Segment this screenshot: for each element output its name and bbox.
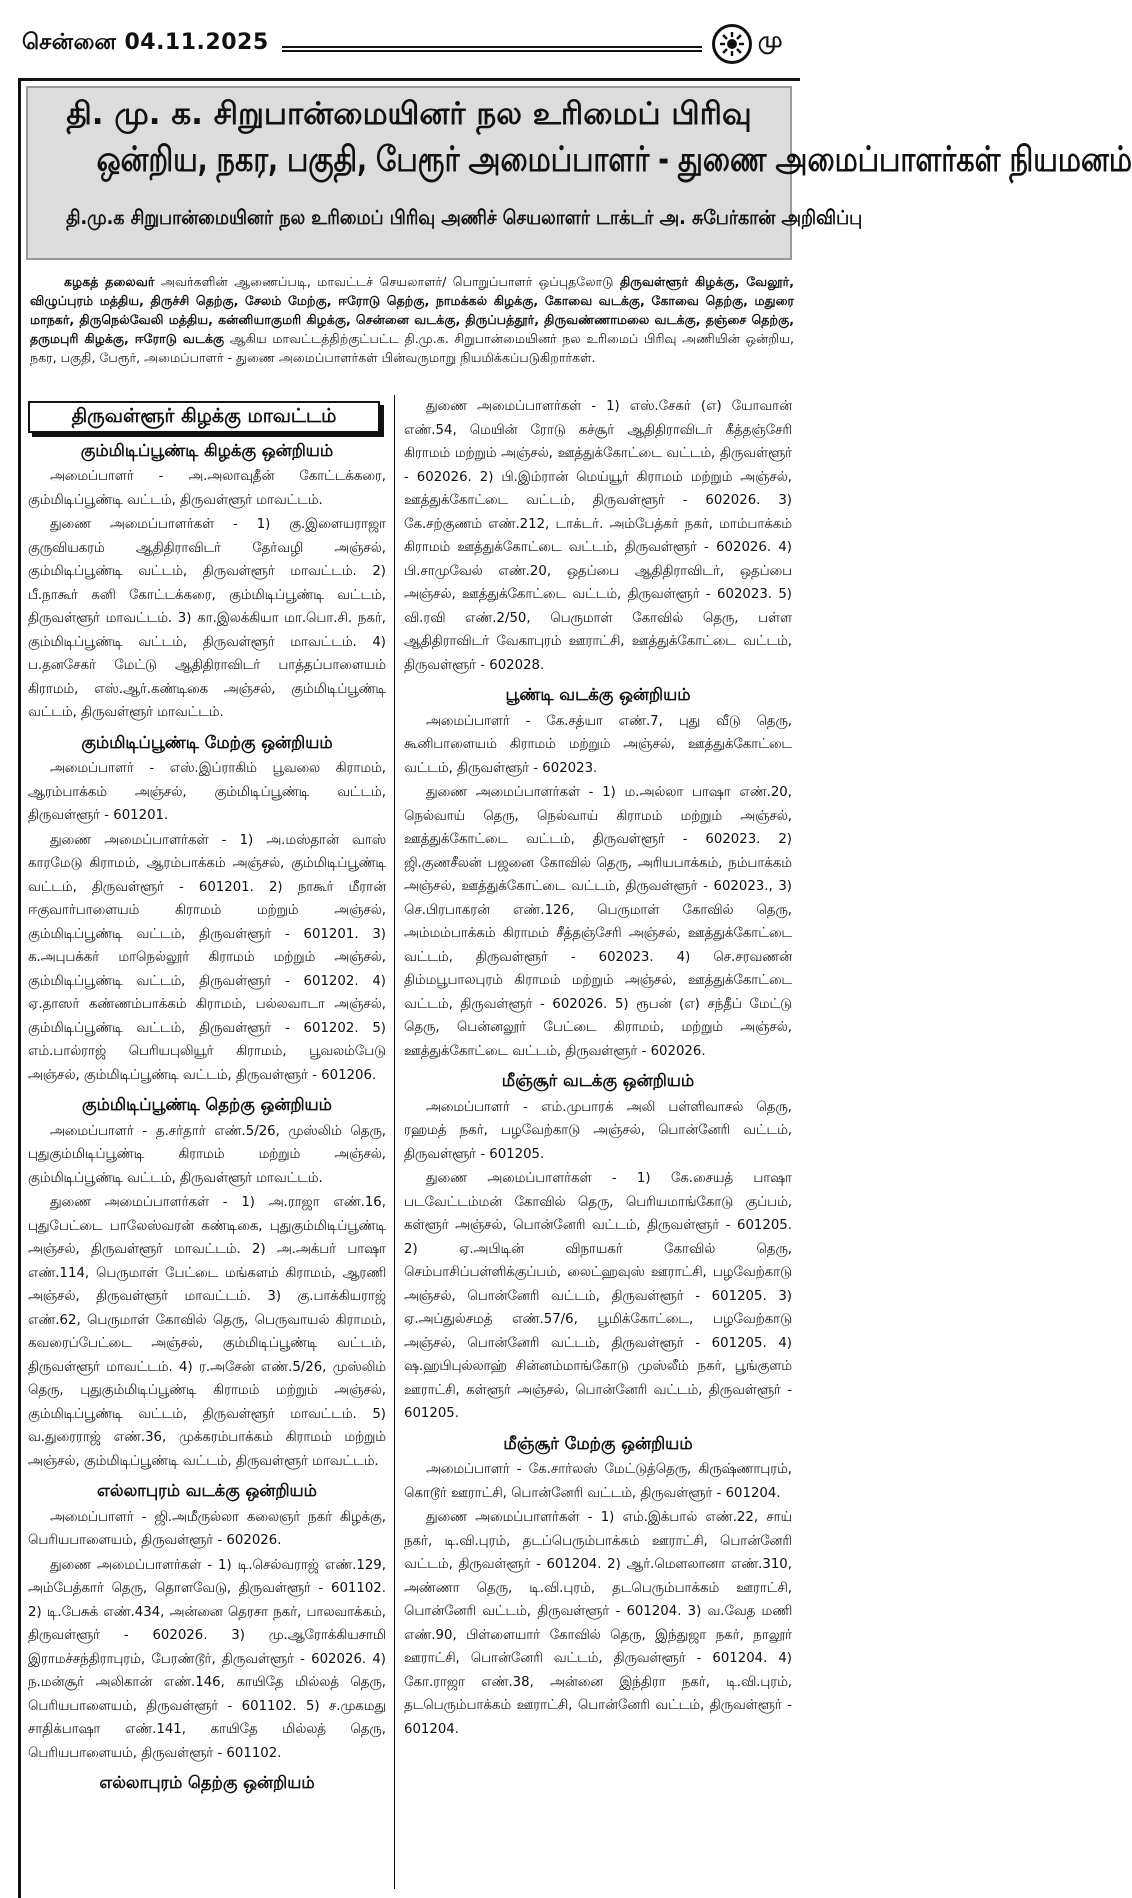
intro-lead: கழகத் தலைவர் (64, 274, 155, 289)
union-heading: கும்மிடிப்பூண்டி தெற்கு ஒன்றியம் (82, 1095, 332, 1114)
union-heading: எல்லாபுரம் தெற்கு ஒன்றியம் (99, 1773, 315, 1792)
column-divider (394, 395, 395, 1889)
deputies-paragraph: துணை அமைப்பாளர்கள் - 1) அ.ராஜா எண்.16, புதுபேட்டை பாலேஸ்வரன் கண்டிகை, புதுகும்மிடிப்பூண்டி அஞ்சல், திருவள்ளூர் மாவட்டம். 2) அ.அக்பர் பாஷா எண்.114, பெருமாள் பேட்டை மங்களம் கிராமம், ஆரணி அஞ்சல், திருவள்ளூர் மாவட்டம். 3) கு.பாக்கியராஜ் எண்.62, பெருமாள் கோவில் தெரு, பெருவாயல் கிராமம், கவரைப்பேட்டை அஞ்சல், கும்மிடிப்பூண்டி வட்டம், திருவள்ளூர் மாவட்டம். 4) ர.அசேன் எண்.5/26, முஸ்லிம் தெரு, புதுகும்மிடிப்பூண்டி கிராமம் மற்றும் அஞ்சல், கும்மிடிப்பூண்டி வட்டம், திருவள்ளூர் மாவட்டம். 5) வ.துரைராஜ் எண்.36, முக்கரம்பாக்கம் கிராமம் மற்றும் அஞ்சல், கும்மிடிப்பூண்டி வட்டம், திருவள்ளூர் மாவட்டம். (28, 1195, 386, 1469)
deputies-paragraph: துணை அமைப்பாளர்கள் - 1) எம்.இக்பால் எண்.22, சாய் நகர், டி.வி.புரம், தடப்பெரும்பாக்கம் ஊராட்சி, பொன்னேரி வட்டம், திருவள்ளூர் - 601204. 2) ஆர்.மௌலானா எண்.310, அண்ணா தெரு, டி.வி.புரம், தடபெரும்பாக்கம் ஊராட்சி, பொன்னேரி வட்டம், திருவள்ளூர் - 601204. 3) வ.வேத மணி எண்.90, பிள்ளையார் கோவில் தெரு, இந்துஜா நகர், நாலூர் ஊராட்சி, பொன்னேரி வட்டம், திருவள்ளூர் - 601204. 4) கோ.ராஜா எண்.38, அன்னை இந்திரா நகர், டி.வி.புரம், தடபெரும்பாக்கம் ஊராட்சி, பொன்னேரி வட்டம், திருவள்ளூர் - 601204. (404, 1510, 792, 1737)
party-emblem-icon (712, 24, 752, 64)
headline-announcement: தி.மு.க சிறுபான்மையினர் நல உரிமைப் பிரிவு அணிச் செயலாளர் டாக்டர் அ. சுபேர்கான் அறிவிப்பு (66, 206, 863, 229)
intro-text-1: அவர்களின் ஆணைப்படி, மாவட்டச் செயலாளர்/ பொறுப்பாளர் ஒப்புதலோடு (154, 274, 620, 289)
organizer-paragraph: அமைப்பாளர் - எஸ்.இப்ராகிம் பூவலை கிராமம், ஆரம்பாக்கம் அஞ்சல், கும்மிடிப்பூண்டி வட்டம், திருவள்ளூர் - 601201. (28, 761, 386, 823)
organizer-paragraph: அமைப்பாளர் - ஜி.அமீருல்லா கலைஞர் நகர் கிழக்கு, பெரியபாளையம், திருவள்ளூர் - 602026. (28, 1509, 386, 1548)
masthead-date: சென்னை 04.11.2025 (22, 30, 269, 55)
intro-text-2: ஆகிய மாவட்டத்திற்குட்பட்ட தி.மு.க. சிறுபான்மையினர் நல உரிமைப் பிரிவு அணியின் ஒன்றிய, நகர, பகுதி, பேரூர், அமைப்பாளர் - துணை அமைப்பாளர்கள் பின்வருமாறு நியமிக்கப்படுகிறார்கள். (30, 331, 795, 365)
union-heading: பூண்டி வடக்கு ஒன்றியம் (505, 685, 691, 704)
headline-title: தி. மு. க. சிறுபான்மையினர் நல உரிமைப் பிரிவு (66, 96, 752, 132)
organizer-paragraph: அமைப்பாளர் - அ.அலாவுதீன் கோட்டக்கரை, கும்மிடிப்பூண்டி வட்டம், திருவள்ளூர் மாவட்டம். (28, 469, 386, 508)
intro-districts: திருவள்ளூர் கிழக்கு, வேலூர், விழுப்புரம் மத்திய, திருச்சி தெற்கு, சேலம் மேற்கு, ஈரோடு தெற்கு, நாமக்கல் கிழக்கு, கோவை வடக்கு, கோவை தெற்கு, மதுரை மாநகர், திருநெல்வேலி மத்திய, கன்னியாகுமரி கிழக்கு, சென்னை வடக்கு, திருப்பத்தூர், திருவண்ணாமலை வடக்கு, தஞ்சை தெற்கு, தருமபுரி கிழக்கு, ஈரோடு வடக்கு (30, 274, 794, 346)
deputies-paragraph: துணை அமைப்பாளர்கள் - 1) கே.சையத் பாஷா படவேட்டம்மன் கோவில் தெரு, பெரியமாங்கோடு குப்பம், கள்ளூர் அஞ்சல், பொன்னேரி வட்டம், திருவள்ளூர் - 601205. 2) ஏ.அபிடின் விநாயகர் கோவில் தெரு, செம்பாசிப்பள்ளிக்குப்பம், லைட்ஹவுஸ் ஊராட்சி, பழவேற்காடு அஞ்சல், பொன்னேரி வட்டம், திருவள்ளூர் - 601205. 3) ஏ.அப்துல்சமத் எண்.57/6, பூமிக்கோட்டை, பழவேற்காடு அஞ்சல், பொன்னேரி வட்டம், திருவள்ளூர் - 601205. 4) ஷ.ஹபிபுல்லாஹ் சின்னம்மாங்கோடு முஸ்லீம் நகர், பூங்குளம் ஊராட்சி, கள்ளூர் அஞ்சல், பொன்னேரி வட்டம், திருவள்ளூர் - 601205. (404, 1171, 792, 1421)
left-column (28, 395, 386, 1798)
intro-paragraph (30, 272, 794, 367)
deputies-paragraph: துணை அமைப்பாளர்கள் - 1) ம.அல்லா பாஷா எண்.20, நெல்வாய் தெரு, நெல்வாய் கிராமம் மற்றும் அஞ்சல், ஊத்துக்கோட்டை வட்டம், திருவள்ளூர் - 602023. 2) ஜி.குணசீலன் பஜனை கோவில் தெரு, அரியபாக்கம், நம்பாக்கம் அஞ்சல், ஊத்துக்கோட்டை வட்டம், திருவள்ளூர் - 602023., 3) செ.பிரபாகரன் எண்.126, பெருமாள் கோவில் தெரு, அம்மம்பாக்கம் கிராமம் சீத்தஞ்சேரி அஞ்சல், ஊத்துக்கோட்டை வட்டம், திருவள்ளூர் - 602023. 4) செ.சரவணன் திம்மபூபாலபுரம் கிராமம் மற்றும் அஞ்சல், ஊத்துக்கோட்டை வட்டம், திருவள்ளூர் - 602026. 5) ரூபன் (எ) சந்தீப் மேட்டு தெரு, பென்னலூர் பேட்டை கிராமம், மற்றும் அஞ்சல், ஊத்துக்கோட்டை வட்டம், திருவள்ளூர் - 602026. (404, 785, 792, 1059)
organizer-paragraph: அமைப்பாளர் - கே.சத்யா எண்.7, புது வீடு தெரு, கூனிபாளையம் கிராமம் மற்றும் அஞ்சல், ஊத்துக்கோட்டை வட்டம், திருவள்ளூர் - 602023. (404, 713, 792, 776)
deputies-paragraph: துணை அமைப்பாளர்கள் - 1) எஸ்.சேகர் (எ) யோவான் எண்.54, மெயின் ரோடு கச்சூர் ஆதிதிராவிடர் கீத்தஞ்சேரி கிராமம் மற்றும் அஞ்சல், ஊத்துக்கோட்டை வட்டம், திருவள்ளூர் - 602026. 2) பி.இம்ரான் மெய்யூர் கிராமம் மற்றும் அஞ்சல், ஊத்துக்கோட்டை வட்டம், திருவள்ளூர் - 602026. 3) கே.சற்குணம் எண்.212, டாக்டர். அம்பேத்கர் நகர், மாம்பாக்கம் கிராமம் ஊத்துக்கோட்டை வட்டம், திருவள்ளூர் - 602026. 4) பி.சாமுவேல் எண்.20, ஒதப்பை ஆதிதிராவிடர், ஒதப்பை அஞ்சல், ஊத்துக்கோட்டை வட்டம், திருவள்ளூர் - 602023. 5) வி.ரவி எண்.2/50, பெருமாள் கோவில் தெரு, பள்ள ஆதிதிராவிடர் வேகாபுரம் ஊராட்சி, ஊத்துக்கோட்டை வட்டம், திருவள்ளூர் - 602028. (404, 399, 792, 673)
masthead-rule (282, 46, 702, 52)
union-heading: மீஞ்சூர் மேற்கு ஒன்றியம் (503, 1433, 693, 1453)
masthead (0, 0, 800, 68)
organizer-paragraph: அமைப்பாளர் - எம்.முபாரக் அலி பள்ளிவாசல் தெரு, ரஹமத் நகர், பழவேற்காடு அஞ்சல், பொன்னேரி வட்டம், திருவள்ளூர் - 601205. (404, 1099, 792, 1162)
organizer-paragraph: அமைப்பாளர் - கே.சார்லஸ் மேட்டுத்தெரு, கிருஷ்ணாபுரம், கொடூர் ஊராட்சி, பொன்னேரி வட்டம், திருவள்ளூர் - 601204. (404, 1462, 792, 1501)
union-heading: எல்லாபுரம் வடக்கு ஒன்றியம் (97, 1481, 317, 1500)
headline-box (26, 86, 1132, 260)
organizer-paragraph: அமைப்பாளர் - த.சர்தார் எண்.5/26, முஸ்லிம் தெரு, புதுகும்மிடிப்பூண்டி கிராமம் மற்றும் அஞ்சல், கும்மிடிப்பூண்டி வட்டம், திருவள்ளூர் மாவட்டம். (28, 1123, 386, 1186)
district-heading: திருவள்ளூர் கிழக்கு மாவட்டம் (28, 401, 380, 433)
union-heading: கும்மிடிப்பூண்டி கிழக்கு ஒன்றியம் (80, 440, 334, 460)
union-heading: கும்மிடிப்பூண்டி மேற்கு ஒன்றியம் (81, 732, 333, 752)
headline-subtitle: ஒன்றிய, நகர, பகுதி, பேரூர் அமைப்பாளர் - துணை அமைப்பாளர்கள் நியமனம் (96, 140, 1132, 180)
union-heading: மீஞ்சூர் வடக்கு ஒன்றியம் (501, 1071, 695, 1090)
masthead-title-fragment: மு (758, 28, 783, 53)
deputies-paragraph: துணை அமைப்பாளர்கள் - 1) கு.இளையராஜா குருவியகரம் ஆதிதிராவிடர் தேர்வழி அஞ்சல், கும்மிடிப்பூண்டி வட்டம், திருவள்ளூர் மாவட்டம். 2) பீ.நாகூர் கனி கோட்டக்கரை, கும்மிடிப்பூண்டி வட்டம், திருவள்ளூர் மாவட்டம். 3) கா.இலக்கியா மா.பொ.சி. நகர், கும்மிடிப்பூண்டி வட்டம், திருவள்ளூர் மாவட்டம். 4) ப.தனசேகர் மேட்டு ஆதிதிராவிடர் பாத்தப்பாளையம் கிராமம், எஸ்.ஆர்.கண்டிகை அஞ்சல், கும்மிடிப்பூண்டி வட்டம், திருவள்ளூர் மாவட்டம். (28, 517, 386, 720)
deputies-paragraph: துணை அமைப்பாளர்கள் - 1) அ.மஸ்தான் வாஸ் காரமேடு கிராமம், ஆரம்பாக்கம் அஞ்சல், கும்மிடிப்பூண்டி வட்டம், திருவள்ளூர் - 601201. 2) நாகூர் மீரான் ஈகுவார்பாளையம் கிராமம் மற்றும் அஞ்சல், கும்மிடிப்பூண்டி வட்டம், திருவள்ளூர் - 601201. 3) க.அபுபக்கர் மாநெல்லூர் கிராமம் மற்றும் அஞ்சல், கும்மிடிப்பூண்டி வட்டம், திருவள்ளூர் - 601202. 4) ஏ.தாஸர் கண்ணம்பாக்கம் கிராமம், பல்லவாடா அஞ்சல், கும்மிடிப்பூண்டி வட்டம், திருவள்ளூர் - 601202. 5) எம்.பால்ராஜ் பெரியபுலியூர் கிராமம், பூவலம்பேடு அஞ்சல், கும்மிடிப்பூண்டி வட்டம், திருவள்ளூர் - 601206. (28, 832, 386, 1083)
deputies-paragraph: துணை அமைப்பாளர்கள் - 1) டி.செல்வராஜ் எண்.129, அம்பேத்கார் தெரு, தொளவேடு, திருவள்ளூர் - 601102. 2) டி.பேசுக் எண்.434, அன்னை தெரசா நகர், பாலவாக்கம், திருவள்ளூர் - 602026. 3) மு.ஆரோக்கியசாமி இராமச்சந்திராபுரம், பேரண்டூர், திருவள்ளூர் - 602026. 4) ந.மன்சூர் அலிகான் எண்.146, காயிதே மில்லத் தெரு, பெரியபாளையம், திருவள்ளூர் - 601102. 5) ச.முகமது சாதிக்பாஷா எண்.141, காயிதே மில்லத் தெரு, பெரியபாளையம், திருவள்ளூர் - 601102. (28, 1557, 386, 1761)
right-column (404, 395, 792, 1742)
